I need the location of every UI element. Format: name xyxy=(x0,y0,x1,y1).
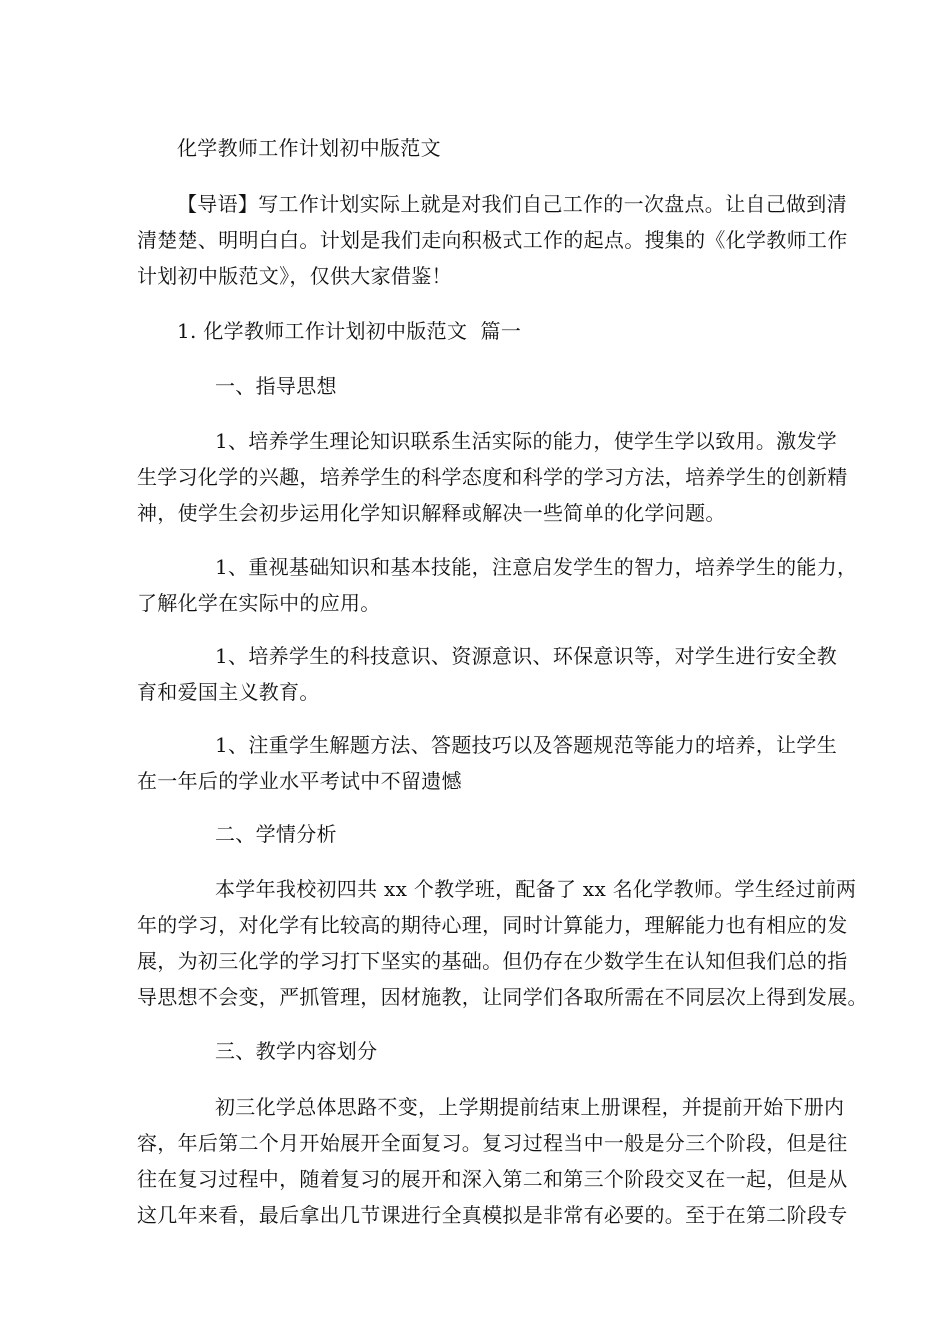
paragraph-line: 育和爱国主义教育。 xyxy=(137,680,320,704)
paragraph-line: 导思想不会变，严抓管理，因材施教，让同学们各取所需在不同层次上得到发展。 xyxy=(137,985,868,1009)
part-heading-content-division: 三、教学内容划分 xyxy=(215,1039,378,1063)
paragraph-line: 初三化学总体思路不变，上学期提前结束上册课程，并提前开始下册内 xyxy=(215,1095,845,1119)
paragraph-line: 1、注重学生解题方法、答题技巧以及答题规范等能力的培养，让学生 xyxy=(215,733,838,757)
paragraph-line: 了解化学在实际中的应用。 xyxy=(137,591,381,615)
paragraph-line: 在一年后的学业水平考试中不留遗憾 xyxy=(137,769,462,793)
paragraph-line: 生学习化学的兴趣，培养学生的科学态度和科学的学习方法，培养学生的创新精 xyxy=(137,465,848,489)
paragraph-line: 神，使学生会初步运用化学知识解释或解决一些简单的化学问题。 xyxy=(137,501,726,525)
part-heading-student-analysis: 二、学情分析 xyxy=(215,822,337,846)
paragraph-line: 容，年后第二个月开始展开全面复习。复习过程当中一般是分三个阶段，但是往 xyxy=(137,1131,848,1155)
intro-line: 清楚楚、明明白白。计划是我们走向积极式工作的起点。搜集的《化学教师工作 xyxy=(137,228,848,252)
intro-line: 计划初中版范文》，仅供大家借鉴！ xyxy=(137,264,452,288)
paragraph-line: 1、培养学生理论知识联系生活实际的能力，使学生学以致用。激发学 xyxy=(215,429,838,453)
paragraph-line: 1、培养学生的科技意识、资源意识、环保意识等，对学生进行安全教 xyxy=(215,644,838,668)
paragraph-line: 往在复习过程中，随着复习的展开和深入第二和第三个阶段交叉在一起，但是从 xyxy=(137,1167,848,1191)
paragraph-line: 展，为初三化学的学习打下坚实的基础。但仍存在少数学生在认知但我们总的指 xyxy=(137,949,848,973)
intro-line: 【导语】写工作计划实际上就是对我们自己工作的一次盘点。让自己做到清 xyxy=(177,192,847,216)
section-heading: 1. 化学教师工作计划初中版范文 篇一 xyxy=(177,319,522,343)
part-heading-guiding-thought: 一、指导思想 xyxy=(215,374,337,398)
document-title: 化学教师工作计划初中版范文 xyxy=(177,136,441,160)
paragraph-line: 本学年我校初四共 xx 个教学班，配备了 xx 名化学教师。学生经过前两 xyxy=(215,877,857,901)
paragraph-line: 这几年来看，最后拿出几节课进行全真模拟是非常有必要的。至于在第二阶段专 xyxy=(137,1203,848,1227)
paragraph-line: 1、重视基础知识和基本技能，注意启发学生的智力，培养学生的能力， xyxy=(215,555,858,579)
paragraph-line: 年的学习，对化学有比较高的期待心理，同时计算能力，理解能力也有相应的发 xyxy=(137,913,848,937)
